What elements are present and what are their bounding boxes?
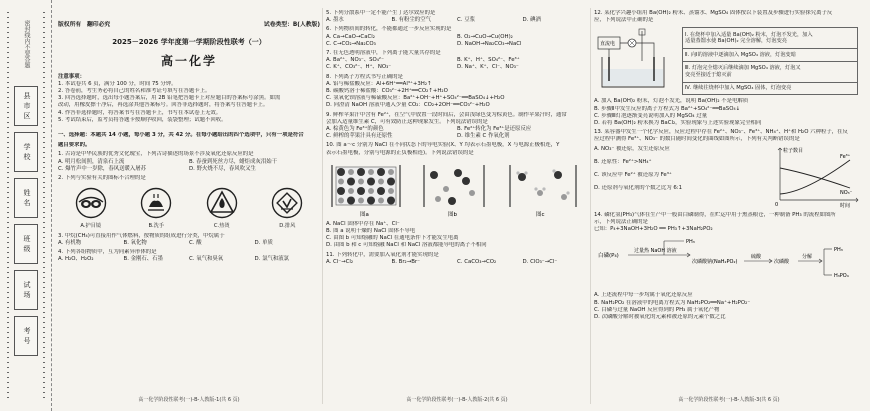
q4-stem: 4. 下列各组物质中，互为同素异形体的是 <box>58 249 157 256</box>
q7-option-b[interactable]: B. K⁺、H⁺、SO₄²⁻、Fe³⁺ <box>457 57 520 64</box>
flame-warning-icon <box>206 187 238 219</box>
q7-option-a[interactable]: A. Ba²⁺、NO₃⁻、SO₄²⁻ <box>326 57 384 64</box>
section1-title: 一、选择题：本题共 14 小题，每小题 3 分，共 42 分。在每小题给出的四个选项中，只有一项是符合 <box>58 132 304 139</box>
q12-option-b[interactable]: B. 步骤Ⅱ中发生反应的离子方程式为 Ba²⁺+SO₄²⁻══BaSO₄↓ <box>594 105 741 112</box>
q13-body <box>594 144 864 210</box>
seal-dots-left <box>4 10 12 402</box>
q3-option-b[interactable]: B. 氧化物 <box>123 239 147 246</box>
q12-step-3: Ⅲ. 灯泡完全熄灭后继续滴加 MgSO₄ 溶液，灯泡又 <box>685 65 801 72</box>
column-divider <box>590 8 591 404</box>
seal-line-note: 密封线内不要答题 <box>23 20 30 68</box>
q2-icons <box>58 187 320 230</box>
q12-stem: 12. 某化学兴趣小组用 Ba(OH)₂ 粉末、蒸馏水、MgSO₄ 固体按以下装置及步骤进行实验探究离子反 <box>594 10 833 16</box>
q1-option-b[interactable]: B. 春蚕到死丝方尽，蜡炬成灰泪始干 <box>189 158 277 165</box>
field-exam-number[interactable]: 考号 <box>14 316 38 356</box>
fig-label-b: 图b <box>448 211 457 218</box>
chloride-ion <box>357 187 365 195</box>
chloride-ion <box>377 168 385 176</box>
sodium-ion <box>338 197 344 203</box>
page-3 <box>594 8 864 404</box>
q10-stem-cont: 表示石墨电极，分别与电源的正负极相连)。下列说法错误的是 <box>326 149 474 156</box>
fe3-label: Fe³⁺ <box>840 153 851 160</box>
chloride-ion <box>337 168 345 176</box>
notes-title: 注意事项： <box>58 73 85 80</box>
graph-origin: 0 <box>775 201 779 208</box>
q14-stem-cont: 示，下列说法正确的是 <box>594 218 648 225</box>
q8-option-a[interactable]: A. 铝与稀盐酸反应：Al+6H⁺══Al³⁺+3H₂↑ <box>326 80 432 87</box>
q5-option-a[interactable]: A. 墨水 <box>326 17 344 24</box>
q12-steps-table <box>682 27 858 95</box>
q9-stem-cont: 会加入适量维生素 C，可有效防止这种现象发生。下列说法错误的是 <box>326 118 488 125</box>
sodium-ion <box>348 169 354 175</box>
figure-c-nacl-solution <box>510 165 576 207</box>
hand-wash-icon <box>140 187 172 219</box>
chloride-ion <box>357 168 365 176</box>
q9-option-a[interactable]: A. 棕黄色为 Fe³⁺的颜色 <box>326 126 384 133</box>
q9-option-d[interactable]: D. 维生素 C 作氧化剂 <box>457 133 510 140</box>
header-row <box>58 22 320 29</box>
q9-stem: 9. 鲜榨苹果汁中含有 Fe²⁺，在空气中放置一段时间后，会由浅绿色变为棕黄色。制作苹果汁时，通常 <box>326 111 567 118</box>
q12-option-a[interactable]: A. 加入 Ba(OH)₂ 粉末，灯泡不发光，说明 Ba(OH)₂ 不是电解质 <box>594 98 749 105</box>
page-footer: 高一化学阶段性联考(一)-B-人教版-3(共 6 页) <box>678 396 780 403</box>
q7-stem: 7. 在无色透明溶液中，下列离子能大量共存的是 <box>326 50 441 57</box>
circuit-device-diagram <box>594 27 676 95</box>
chloride-ion <box>377 187 385 195</box>
q5-option-b[interactable]: B. 有粉尘的空气 <box>391 17 431 24</box>
q1-options <box>58 166 320 173</box>
note-item: 1. 本试卷共 6 页，满分 100 分，时间 75 分钟。 <box>58 80 177 87</box>
note-item: 5. 考试结束后，监考员将答题卡按顺序收回，装袋整理；试题不回收。 <box>58 116 227 123</box>
q6-options <box>326 41 588 48</box>
q14-option-a[interactable]: A. 上述流程中每一步均属于氧化还原反应 <box>594 292 693 299</box>
q14-stem: 14. 磷化氢(PH₃)气体在生产中一般由白磷制得，在贮运中用于熏蒸粮仓，一种制备 PH₃ 的流程如图所 <box>594 211 836 218</box>
page-footer: 高一化学阶段性联考(一)-B-人教版-1(共 6 页) <box>138 396 240 403</box>
q7-option-d[interactable]: D. Na⁺、K⁺、Cl⁻、NO₃⁻ <box>457 64 519 71</box>
flow-start: 白磷(P₄) <box>598 253 619 260</box>
q1-option-c[interactable]: C. 爆竹声中一岁除，春风送暖入屠苏 <box>58 165 147 172</box>
q14-option-c[interactable]: C. 白磷与过量 NaOH 反应得到的 PH₃ 属于氧化产物 <box>594 306 720 313</box>
paper-type: 试卷类型：B(人教版) <box>263 22 320 28</box>
sodium-ion <box>378 197 384 203</box>
column-divider <box>322 8 323 404</box>
q8-option-b[interactable]: B. 碳酸钙溶于稀盐酸：CO₃²⁻+2H⁺══CO₂↑+H₂O <box>326 88 448 95</box>
q3-stem: 3. 甲烷(CH₄)可直接用作气体燃料，按物质的组成进行分类，甲烷属于 <box>58 232 225 239</box>
conductivity-diagram <box>326 159 588 219</box>
sodium-ion <box>368 169 374 175</box>
q12-option-d[interactable]: D. 若将 Ba(OH)₂ 粉末换为 BaCl₂，实验现象与上述实验现象完全相同 <box>594 120 762 127</box>
q10-stem: 10. 图 a～c 分别为 NaCl 在不同状态下的导电实验(X、Y 均表示石墨电极，X 与电源正极相连，Y <box>326 142 560 149</box>
q2-stem: 2. 下列与实验有关的图标不合理的是 <box>58 175 146 182</box>
q7-options <box>326 64 588 71</box>
sodium-ion <box>388 169 394 175</box>
q11-stem: 11. 下列转化中，需要加入氧化剂才能实现的是 <box>326 251 439 258</box>
q12-option-c[interactable]: C. 步骤Ⅲ灯泡逐渐变亮说明加入的 MgSO₄ 过量 <box>594 112 708 119</box>
binding-strip <box>0 0 52 411</box>
q10-figure <box>326 159 588 219</box>
q5-option-c[interactable]: C. 豆浆 <box>457 17 475 24</box>
flow-product-1: PH₃ <box>686 239 695 246</box>
field-class[interactable]: 班级 <box>14 224 38 264</box>
figure-b-nacl-molten <box>424 165 484 207</box>
exhaust-fan-icon <box>271 187 303 219</box>
q4-option-b[interactable]: B. 金刚石、石墨 <box>123 256 163 263</box>
q11-options <box>326 259 588 266</box>
page-1 <box>58 8 320 404</box>
flow-step3: 分解 <box>802 254 813 261</box>
q2-option-b[interactable]: B.洗手 <box>132 187 180 230</box>
q10-option-c[interactable]: C. 由图 b 可知熔融的 NaCl 在通电条件下才能发生电离 <box>326 235 459 242</box>
flow-step2: 硫酸 <box>751 254 762 261</box>
q5-option-d[interactable]: D. 碘酒 <box>522 17 541 24</box>
q12-stem-cont: 应，下列说法中正确的是 <box>594 17 654 24</box>
fig-label-c: 图c <box>536 211 545 218</box>
q13-option-d[interactable]: D. 还原剂与氧化剂的个数之比为 6:1 <box>594 185 683 192</box>
exam-name: 2025－2026 学年度第一学期阶段性联考（一） <box>112 38 266 47</box>
note-item: 改动，用橡皮擦干净后，再选涂其他答案标号。回答非选择题时，将答案写在答题卡上。 <box>58 102 269 109</box>
q6-option-c[interactable]: C. C→CO₂→Na₂CO₃ <box>326 40 376 47</box>
sodium-ion <box>358 178 364 184</box>
q5-options <box>326 17 588 24</box>
q1-option-a[interactable]: A. 明月松间照，清泉石上流 <box>58 158 125 165</box>
sodium-ion <box>338 178 344 184</box>
q12-step-1: Ⅰ. 在烧杯中加入适量 Ba(OH)₂ 粉末，灯泡不发光，加入 <box>685 31 813 38</box>
note-item: 4. 作答非选择题时，将答案书写在答题卡上，书写在本试卷上无效。 <box>58 109 222 116</box>
q8-option-d[interactable]: D. 向澄清 NaOH 溶液中通入少量 CO₂：CO₂+2OH⁻══CO₃²⁻+H₂O <box>326 102 490 109</box>
sodium-ion <box>388 188 394 194</box>
q13-options <box>594 146 762 193</box>
q7-option-c[interactable]: C. K⁺、CO₃²⁻、H⁺、NO₃⁻ <box>326 64 392 71</box>
q13-stem: 13. 某容器中发生一个化学反应，反应过程中存在 Fe²⁺、NO₃⁻、Fe³⁺、NH₄⁺、H⁺和 H₂O 六种粒子，在反 <box>594 129 848 136</box>
flow-product-2: PH₃ <box>834 247 843 254</box>
q5-stem: 5. 下列分散系中一定不能产生丁达尔效应的是 <box>326 10 436 16</box>
q6-option-d[interactable]: D. NaOH→Na₂CO₃→NaCl <box>457 40 522 47</box>
student-info-fields <box>14 86 38 362</box>
flow-intermediate-2: 次磷酸 <box>774 259 790 266</box>
q14-option-d[interactable]: D. 次磷酸分解时被氧化的元素和被还原的元素个数之比 <box>594 314 726 321</box>
q9-option-b[interactable]: B. Fe²⁺转化为 Fe³⁺是还原反应 <box>457 126 532 133</box>
q12-step-1-cont: 适量蒸馏水使 Ba(OH)₂ 完全溶解，灯泡变亮 <box>685 38 787 45</box>
q1-option-d[interactable]: D. 野火烧不尽，春风吹又生 <box>189 165 256 172</box>
q12-step-3-cont: 变亮至接近于熄灭前 <box>685 71 732 78</box>
q6-option-b[interactable]: B. O₂→CuO→Cu(OH)₂ <box>457 33 513 40</box>
note-item: 3. 回答选择题时，选出每小题答案后，用 2B 铅笔把答题卡上对应题目的答案标号涂黑。如需 <box>58 95 281 102</box>
q13-option-c[interactable]: C. 该反应中 Fe²⁺ 被还原为 Fe³⁺ <box>594 172 672 179</box>
seal-dots-right <box>40 10 48 402</box>
section1-title-cont: 题目要求的。 <box>58 142 91 149</box>
q14-option-b[interactable]: B. NaH₂PO₂ 在溶液中的电离方程式为 NaH₂PO₂══Na⁺+H₂PO₂⁻ <box>594 299 751 306</box>
graph-ylabel: 粒子数目 <box>783 147 804 154</box>
chloride-ion <box>337 187 345 195</box>
q2-option-a[interactable]: A.护目镜 <box>67 187 115 230</box>
chloride-ion <box>347 177 355 185</box>
q13-option-b[interactable]: B. 还原性：Fe²⁺>NH₄⁺ <box>594 158 652 165</box>
q4-option-c[interactable]: C. 氧气和臭氧 <box>189 256 224 263</box>
q8-option-c[interactable]: C. 氢氧化钡溶液与稀硫酸反应：Ba²⁺+OH⁻+H⁺+SO₄²⁻══BaSO₄↓+H₂O <box>326 95 505 102</box>
q6-option-a[interactable]: A. Ca→CaO→CaCl₂ <box>326 33 375 40</box>
q12-step-2: Ⅱ. 向Ⅰ的溶液中逐滴加入 MgSO₄ 溶液，灯泡变暗 <box>685 51 796 58</box>
no3-curve <box>780 168 850 188</box>
note-item: 2. 答卷前，考生务必将自己的姓名和准考证号填写在答题卡上。 <box>58 88 211 95</box>
q3-options <box>58 240 320 247</box>
chloride-ion <box>347 196 355 204</box>
q6-stem: 6. 下列物质间的转化，不能都通过一步反应实现的是 <box>326 26 452 33</box>
fig-label-a: 图a <box>360 211 369 218</box>
q14-given: 已知：P₄+3NaOH+3H₂O ══ PH₃↑+3NaH₂PO₂ <box>594 226 713 233</box>
sodium-ion <box>348 188 354 194</box>
q9-option-c[interactable]: C. 鲜榨的苹果汁具有还原性 <box>326 133 393 140</box>
q11-option-a[interactable]: A. Cl⁻→Cl₂ <box>326 258 354 265</box>
field-exam-room[interactable]: 试场 <box>14 270 38 310</box>
q3-option-a[interactable]: A. 有机物 <box>58 239 82 246</box>
q13-stem-cont: 应过程中测得 Fe³⁺、NO₃⁻ 的数目随时间变化的曲线如图所示，下列有关判断错误的是 <box>594 136 800 143</box>
q1-stem: 1. 古诗是中华民族的优秀文化瑰宝，下列古诗描述的场景不涉及氧化还原反应的是 <box>58 151 254 158</box>
q13-graph <box>770 144 862 208</box>
chloride-ion <box>387 196 395 204</box>
goggles-icon <box>75 187 107 219</box>
q2-option-d[interactable]: D.排风 <box>263 187 311 230</box>
q13-option-a[interactable]: A. NO₃⁻ 被还原，发生还原反应 <box>594 145 670 152</box>
q2-option-c[interactable]: C.热烫 <box>198 187 246 230</box>
sodium-ion <box>368 188 374 194</box>
q10-option-a[interactable]: A. NaCl 固体中存在 Na⁺、Cl⁻ <box>326 220 400 227</box>
graph-xlabel: 时间 <box>840 202 851 208</box>
q3-option-c[interactable]: C. 酸 <box>189 239 202 246</box>
q12-figure <box>594 27 864 95</box>
chloride-ion <box>367 177 375 185</box>
chloride-ion <box>367 196 375 204</box>
rights-notice: 版权所有 翻印必究 <box>58 22 111 28</box>
field-name[interactable]: 姓名 <box>14 178 38 218</box>
q4-option-d[interactable]: D. 氯气和液氯 <box>254 256 290 263</box>
q14-flowchart <box>594 233 862 289</box>
page-2 <box>326 8 588 404</box>
q4-option-a[interactable]: A. H₂O、H₂O₂ <box>58 256 94 263</box>
q3-option-d[interactable]: D. 单质 <box>254 239 273 246</box>
sodium-ion <box>378 178 384 184</box>
page-footer: 高一化学阶段性联考(一)-B-人教版-2(共 6 页) <box>406 396 508 403</box>
field-school[interactable]: 学校 <box>14 132 38 172</box>
q8-stem: 8. 下列离子方程式书写正确的是 <box>326 73 403 80</box>
flow-step1: 过量热 NaOH 溶液 <box>634 248 677 255</box>
q12-step-4: Ⅳ. 继续往烧杯中加入 MgSO₄ 固体，灯泡变亮 <box>685 85 792 92</box>
figure-a-nacl-solid <box>332 165 400 207</box>
q9-options <box>326 133 588 140</box>
q1-options <box>58 159 320 166</box>
flow-intermediate: 次磷酸钠(NaH₂PO₂) <box>692 259 738 266</box>
q4-options <box>58 256 320 263</box>
sodium-ion <box>358 197 364 203</box>
q11-option-c[interactable]: C. CaCO₃→CO₂ <box>457 258 497 265</box>
field-county[interactable]: 县市区 <box>14 86 38 126</box>
power-label: 直流电 <box>600 41 616 48</box>
q6-options <box>326 34 588 41</box>
subject-title: 高一化学 <box>160 54 217 69</box>
q10-option-d[interactable]: D. 由图 b 和 c 可知熔融 NaCl 和 NaCl 溶液都能导电的离子不相同 <box>326 242 487 249</box>
q10-option-b[interactable]: B. 图 a 说明干燥的 NaCl 固体不导电 <box>326 228 416 235</box>
q11-option-d[interactable]: D. ClO₃⁻→Cl⁻ <box>522 258 558 265</box>
chloride-ion <box>387 177 395 185</box>
no3-label: NO₃⁻ <box>840 189 853 196</box>
flow-product-3: H₃PO₄ <box>834 273 849 280</box>
q11-option-b[interactable]: B. Br₂→Br⁻ <box>391 258 420 265</box>
